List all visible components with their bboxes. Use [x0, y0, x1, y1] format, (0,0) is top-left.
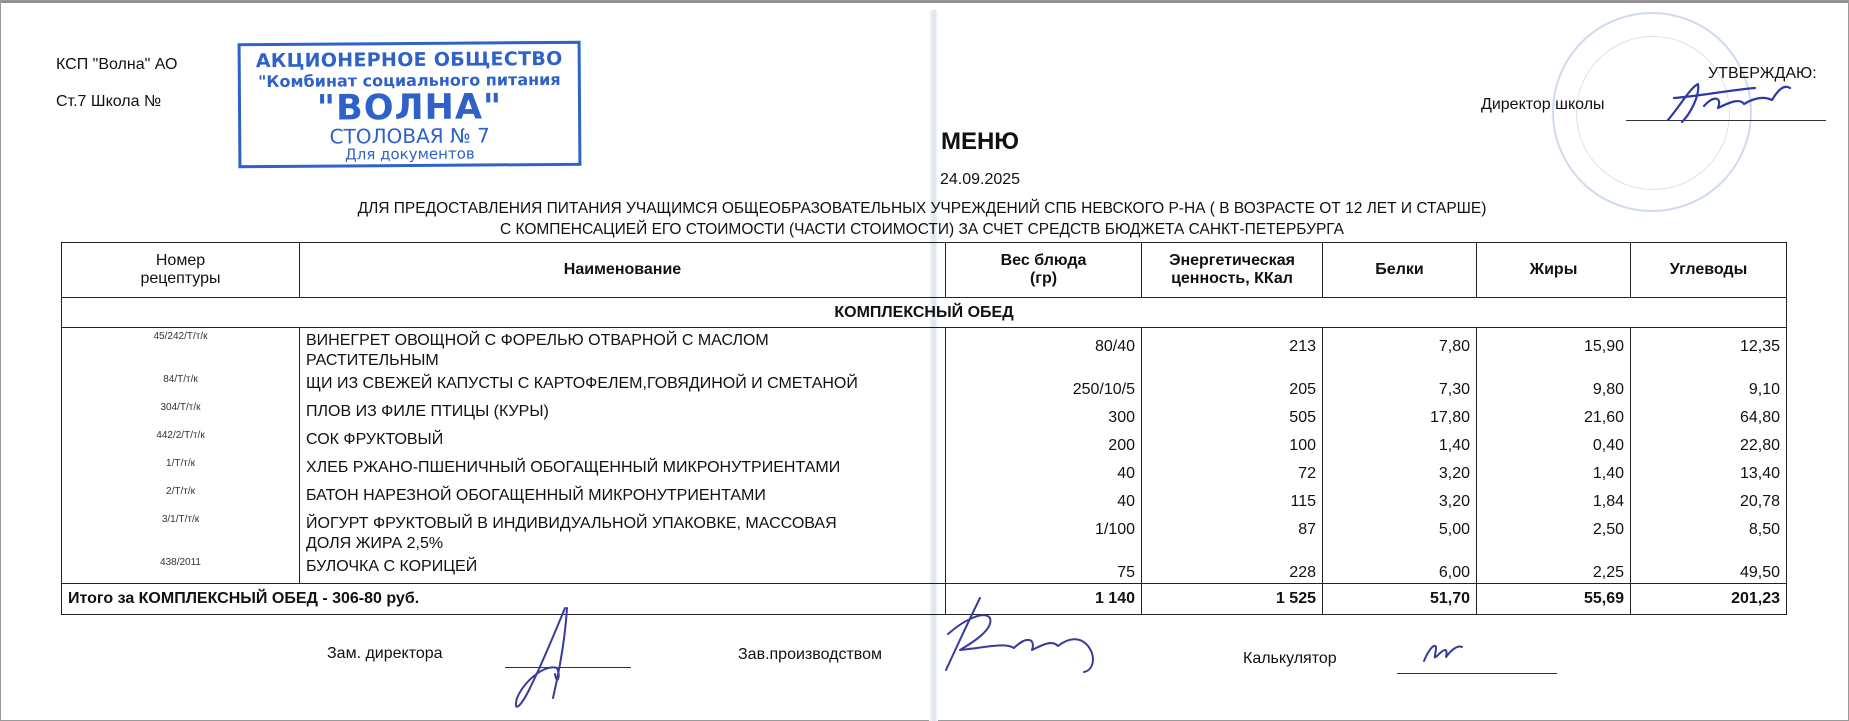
calculator-signature-line	[1397, 673, 1557, 674]
col-header-carbs: Углеводы	[1631, 243, 1787, 298]
dish-energy: 228	[1142, 554, 1323, 583]
total-energy: 1 525	[1142, 583, 1323, 614]
document-date: 24.09.2025	[939, 171, 1021, 188]
deputy-signature-icon	[505, 602, 595, 717]
dish-name	[300, 371, 946, 399]
dish-name-line1: СОК ФРУКТОВЫЙ	[306, 431, 444, 448]
col-header-weight-line1: Вес блюда	[1000, 252, 1087, 269]
total-protein: 51,70	[1323, 583, 1477, 614]
dish-fat: 1,40	[1477, 455, 1631, 483]
dish-energy: 115	[1142, 483, 1323, 511]
dish-weight: 200	[946, 427, 1142, 455]
recipe-code: 1/Т/т/к	[62, 455, 300, 483]
stamp-line-1: АКЦИОНЕРНОЕ ОБЩЕСТВО	[255, 47, 563, 73]
col-header-energy-line1: Энергетическая	[1169, 252, 1295, 269]
table-row	[62, 483, 1787, 511]
dish-name-line1: ХЛЕБ РЖАНО-ПШЕНИЧНЫЙ ОБОГАЩЕННЫЙ МИКРОНУТРИЕНТАМИ	[306, 459, 841, 476]
dish-name-line2: РАСТИТЕЛЬНЫМ	[306, 352, 439, 369]
dish-fat: 15,90	[1477, 328, 1631, 372]
stamp-line-4: СТОЛОВАЯ № 7	[329, 123, 490, 149]
dish-protein: 7,80	[1323, 328, 1477, 372]
dish-protein: 7,30	[1323, 371, 1477, 399]
dish-fat: 1,84	[1477, 483, 1631, 511]
dish-weight: 1/100	[946, 511, 1142, 554]
dish-carbs: 22,80	[1631, 427, 1787, 455]
dish-weight: 75	[946, 554, 1142, 583]
dish-name	[300, 427, 946, 455]
recipe-code: 438/2011	[62, 554, 300, 583]
dish-protein: 5,00	[1323, 511, 1477, 554]
dish-energy: 72	[1142, 455, 1323, 483]
org-name: КСП "Волна" АО	[56, 56, 178, 73]
dish-name-line1: БУЛОЧКА С КОРИЦЕЙ	[306, 558, 478, 575]
dish-protein: 17,80	[1323, 399, 1477, 427]
table-header-row	[62, 243, 1787, 298]
document-title: МЕНЮ	[940, 128, 1020, 155]
approval-label: УТВЕРЖДАЮ:	[1708, 65, 1817, 82]
table-row	[62, 371, 1787, 399]
dish-weight: 80/40	[946, 328, 1142, 372]
calculator-signature-icon	[1418, 637, 1466, 667]
dish-protein: 3,20	[1323, 483, 1477, 511]
dish-energy: 505	[1142, 399, 1323, 427]
recipe-code: 3/1/Т/т/к	[62, 511, 300, 554]
recipe-code: 2/Т/т/к	[62, 483, 300, 511]
col-header-energy-line2: ценность, ККал	[1171, 270, 1293, 287]
col-header-fat: Жиры	[1477, 243, 1631, 298]
col-header-code	[62, 243, 300, 298]
recipe-code: 442/2/Т/т/к	[62, 427, 300, 455]
section-title: КОМПЛЕКСНЫЙ ОБЕД	[62, 298, 1787, 328]
dish-weight: 300	[946, 399, 1142, 427]
dish-name-line1: ПЛОВ ИЗ ФИЛЕ ПТИЦЫ (КУРЫ)	[306, 403, 549, 420]
section-row	[62, 298, 1787, 328]
subtitle-line-2: С КОМПЕНСАЦИЕЙ ЕГО СТОИМОСТИ (ЧАСТИ СТОИМОСТИ) ЗА СЧЕТ СРЕДСТВ БЮДЖЕТА САНКТ-ПЕТЕРБУРГА	[499, 221, 1345, 238]
dish-name	[300, 328, 946, 372]
total-fat: 55,69	[1477, 583, 1631, 614]
dish-carbs: 64,80	[1631, 399, 1787, 427]
dish-carbs: 8,50	[1631, 511, 1787, 554]
dish-name-line1: ЩИ ИЗ СВЕЖЕЙ КАПУСТЫ С КАРТОФЕЛЕМ,ГОВЯДИНОЙ И СМЕТАНОЙ	[306, 375, 858, 392]
total-label: Итого за КОМПЛЕКСНЫЙ ОБЕД - 306-80 руб.	[62, 583, 946, 614]
dish-fat: 0,40	[1477, 427, 1631, 455]
stamp-line-5: Для документов	[344, 144, 475, 164]
dish-name-line2: ДОЛЯ ЖИРА 2,5%	[306, 535, 444, 552]
director-signature-icon	[1660, 76, 1795, 126]
dish-energy: 213	[1142, 328, 1323, 372]
col-header-code-line1: Номер	[155, 252, 206, 269]
table-row	[62, 399, 1787, 427]
dish-name-line1: ЙОГУРТ ФРУКТОВЫЙ В ИНДИВИДУАЛЬНОЙ УПАКОВКЕ, МАССОВАЯ	[306, 515, 837, 532]
dish-fat: 2,50	[1477, 511, 1631, 554]
deputy-director-label: Зам. директора	[327, 645, 443, 662]
dish-name-line1: ВИНЕГРЕТ ОВОЩНОЙ С ФОРЕЛЬЮ ОТВАРНОЙ С МАСЛОМ	[306, 332, 769, 349]
dish-name	[300, 455, 946, 483]
dish-name	[300, 554, 946, 583]
scan-top-edge	[0, 0, 1849, 3]
dish-energy: 100	[1142, 427, 1323, 455]
total-row	[62, 583, 1787, 614]
dish-fat: 21,60	[1477, 399, 1631, 427]
dish-name	[300, 399, 946, 427]
dish-protein: 3,20	[1323, 455, 1477, 483]
col-header-weight	[946, 243, 1142, 298]
dish-carbs: 49,50	[1631, 554, 1787, 583]
dish-weight: 40	[946, 483, 1142, 511]
dish-weight: 250/10/5	[946, 371, 1142, 399]
dish-protein: 6,00	[1323, 554, 1477, 583]
dish-name	[300, 483, 946, 511]
dish-energy: 87	[1142, 511, 1323, 554]
stamp-line-2: "Комбинат социального питания	[257, 69, 561, 92]
dish-weight: 40	[946, 455, 1142, 483]
dish-carbs: 20,78	[1631, 483, 1787, 511]
dish-fat: 2,25	[1477, 554, 1631, 583]
director-label: Директор школы	[1481, 96, 1605, 113]
school-number-label: Ст.7 Школа №	[56, 93, 162, 110]
recipe-code: 84/Т/т/к	[62, 371, 300, 399]
menu-table	[61, 242, 1787, 615]
table-row	[62, 554, 1787, 583]
stamp-line-3: "ВОЛНА"	[316, 87, 503, 129]
table-row	[62, 455, 1787, 483]
recipe-code: 304/Т/т/к	[62, 399, 300, 427]
total-weight: 1 140	[946, 583, 1142, 614]
col-header-energy	[1142, 243, 1323, 298]
dish-carbs: 12,35	[1631, 328, 1787, 372]
recipe-code: 45/242/Т/т/к	[62, 328, 300, 372]
col-header-name: Наименование	[300, 243, 946, 298]
dish-name-line1: БАТОН НАРЕЗНОЙ ОБОГАЩЕННЫЙ МИКРОНУТРИЕНТАМИ	[306, 487, 766, 504]
dish-carbs: 13,40	[1631, 455, 1787, 483]
dish-carbs: 9,10	[1631, 371, 1787, 399]
table-row	[62, 427, 1787, 455]
total-carbs: 201,23	[1631, 583, 1787, 614]
dish-name	[300, 511, 946, 554]
dish-protein: 1,40	[1323, 427, 1477, 455]
production-manager-label: Зав.производством	[738, 646, 882, 663]
calculator-label: Калькулятор	[1243, 650, 1337, 667]
table-row	[62, 511, 1787, 554]
col-header-code-line2: рецептуры	[140, 270, 221, 287]
table-row	[62, 328, 1787, 372]
subtitle-line-1: ДЛЯ ПРЕДОСТАВЛЕНИЯ ПИТАНИЯ УЧАЩИМСЯ ОБЩЕОБРАЗОВАТЕЛЬНЫХ УЧРЕЖДЕНИЙ СПБ НЕВСКОГО Р-НА ( В ВОЗРАСТЕ ОТ 12 ЛЕТ И СТАРШЕ)	[357, 200, 1487, 217]
production-signature-icon	[940, 590, 1120, 682]
dish-energy: 205	[1142, 371, 1323, 399]
dish-fat: 9,80	[1477, 371, 1631, 399]
col-header-weight-line2: (гр)	[1029, 270, 1058, 287]
col-header-protein: Белки	[1323, 243, 1477, 298]
